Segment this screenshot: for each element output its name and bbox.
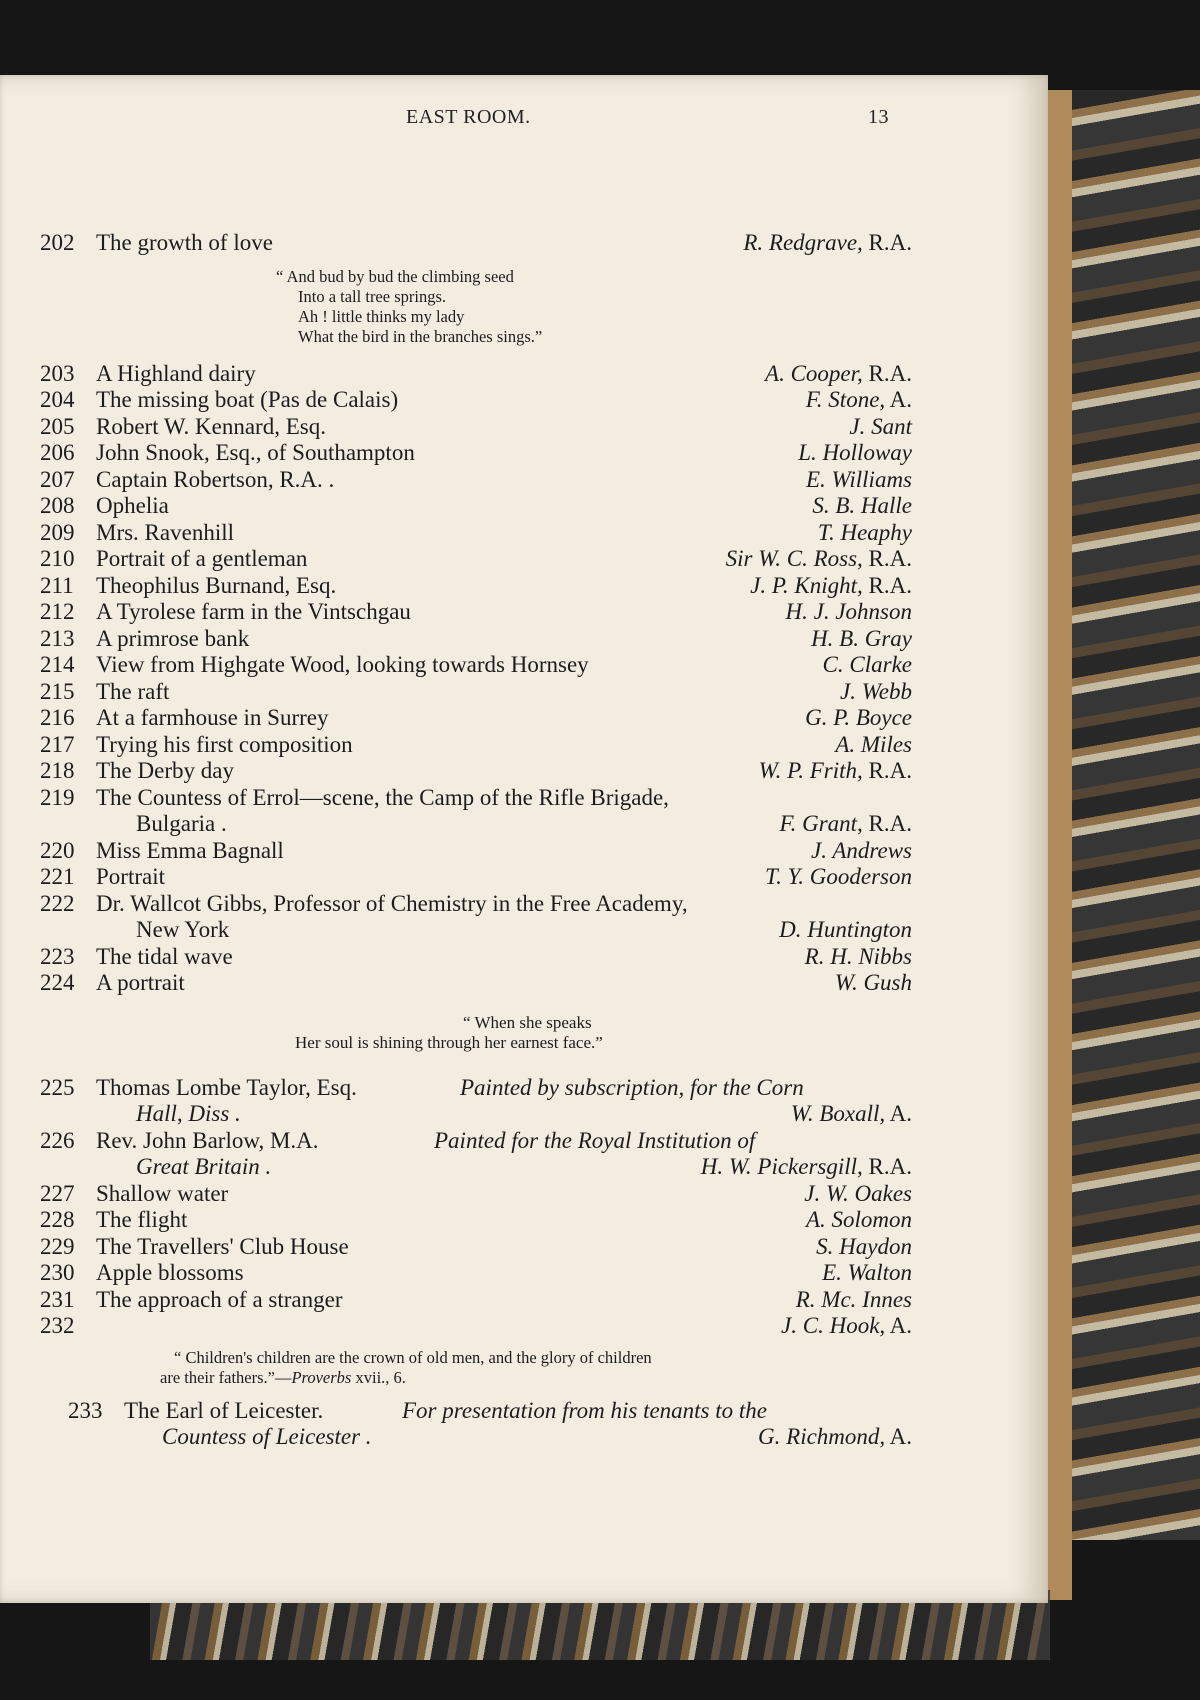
- list-item: 232 J. C. Hook, A.: [40, 1313, 912, 1338]
- list-item: 210 Portrait of a gentleman Sir W. C. Ross, R.A.: [40, 546, 912, 571]
- quote-202: “ And bud by bud the climbing seed Into a tall tree springs. Ah ! little thinks my lady What the bird in the branches sings.”: [276, 266, 543, 346]
- quote-232: “ Children's children are the crown of old men, and the glory of children are their fathers.”—Proverbs xvii., 6.: [160, 1347, 652, 1387]
- list-item-continuation: Great Britain . H. W. Pickersgill, R.A.: [136, 1154, 912, 1179]
- list-item: 228 The flight A. Solomon: [40, 1207, 912, 1232]
- list-item-continuation: Countess of Leicester . G. Richmond, A.: [162, 1424, 912, 1449]
- list-item: 224 A portrait W. Gush: [40, 970, 912, 995]
- list-item: 205 Robert W. Kennard, Esq. J. Sant: [40, 413, 912, 439]
- list-item: 203 A Highland dairy A. Cooper, R.A.: [40, 360, 912, 386]
- list-item: 214 View from Highgate Wood, looking towards Hornsey C. Clarke: [40, 652, 912, 677]
- quote-224: “ When she speaks Her soul is shining through her earnest face.”: [295, 1012, 603, 1052]
- list-item: 231 The approach of a stranger R. Mc. Innes: [40, 1286, 912, 1312]
- list-item: 227 Shallow water J. W. Oakes: [40, 1180, 912, 1206]
- room-title: EAST ROOM.: [406, 106, 531, 128]
- list-item: 229 The Travellers' Club House S. Haydon: [40, 1233, 912, 1259]
- catalogue-list: [40, 150, 912, 1451]
- marbled-edge: [1070, 90, 1200, 1540]
- list-item: 218 The Derby day W. P. Frith, R.A.: [40, 758, 912, 783]
- list-item-continuation: New York D. Huntington: [136, 917, 912, 942]
- list-item: 219 The Countess of Errol—scene, the Camp of the Rifle Brigade,: [40, 784, 669, 810]
- list-item: 225 Thomas Lombe Taylor, Esq. Painted by subscription, for the Corn: [40, 1074, 804, 1100]
- list-item: 223 The tidal wave R. H. Nibbs: [40, 943, 912, 969]
- list-item: 204 The missing boat (Pas de Calais) F. Stone, A.: [40, 387, 912, 412]
- list-item: 221 Portrait T. Y. Gooderson: [40, 864, 912, 889]
- page-header: [0, 106, 1048, 136]
- list-item: 207 Captain Robertson, R.A. . E. Williams: [40, 466, 912, 492]
- page-number: 13: [868, 106, 889, 128]
- list-item: 233 The Earl of Leicester. For presentation from his tenants to the: [68, 1397, 768, 1423]
- list-item: 212 A Tyrolese farm in the Vintschgau H. J. Johnson: [40, 599, 912, 624]
- list-item: 202 The growth of love R. Redgrave, R.A.: [40, 230, 912, 255]
- list-item: 216 At a farmhouse in Surrey G. P. Boyce: [40, 705, 912, 730]
- list-item: 206 John Snook, Esq., of Southampton L. Holloway: [40, 440, 912, 465]
- list-item: 209 Mrs. Ravenhill T. Heaphy: [40, 519, 912, 545]
- list-item-continuation: Hall, Diss . W. Boxall, A.: [136, 1101, 912, 1126]
- list-item: 226 Rev. John Barlow, M.A. Painted for the Royal Institution of: [40, 1127, 756, 1153]
- list-item: 217 Trying his first composition A. Miles: [40, 731, 912, 757]
- list-item: 220 Miss Emma Bagnall J. Andrews: [40, 837, 912, 863]
- list-item: 211 Theophilus Burnand, Esq. J. P. Knight, R.A.: [40, 572, 912, 598]
- list-item: 213 A primrose bank H. B. Gray: [40, 625, 912, 651]
- list-item: 230 Apple blossoms E. Walton: [40, 1260, 912, 1285]
- list-item-continuation: Bulgaria . F. Grant, R.A.: [136, 811, 912, 836]
- list-item: 215 The raft J. Webb: [40, 678, 912, 704]
- list-item: 222 Dr. Wallcot Gibbs, Professor of Chemistry in the Free Academy,: [40, 890, 688, 916]
- list-item: 208 Ophelia S. B. Halle: [40, 493, 912, 518]
